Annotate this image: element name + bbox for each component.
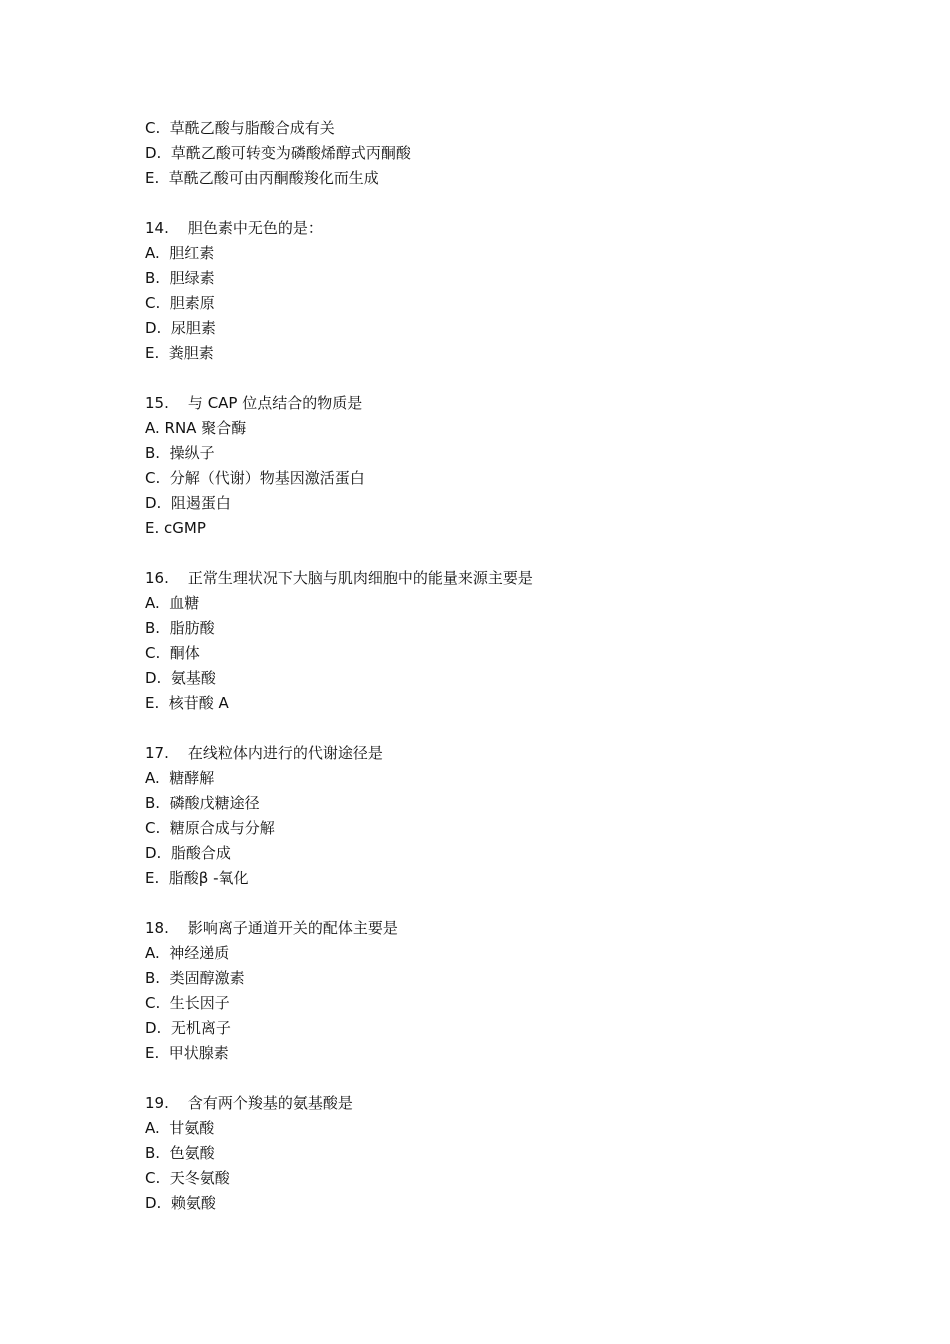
option-b: B. 类固醇激素 [145,969,245,987]
option-c: C. 生长因子 [145,994,230,1012]
option-b: B. 脂肪酸 [145,619,215,637]
option-e: E. 草酰乙酸可由丙酮酸羧化而生成 [145,169,379,187]
question-stem: 16. 正常生理状况下大脑与肌肉细胞中的能量来源主要是 [145,569,533,587]
option-a: A. 糖酵解 [145,769,215,787]
spacer [145,191,845,216]
option-a: A. 胆红素 [145,244,215,262]
option-c: C. 分解（代谢）物基因激活蛋白 [145,469,365,487]
option-d: D. 无机离子 [145,1019,231,1037]
option-a: A. 血糖 [145,594,200,612]
spacer [145,541,845,566]
spacer [145,891,845,916]
option-c: C. 天冬氨酸 [145,1169,230,1187]
option-b: B. 胆绿素 [145,269,215,287]
option-d: D. 赖氨酸 [145,1194,216,1212]
option-a: A. RNA 聚合酶 [145,419,247,437]
option-e: E. 脂酸β -氧化 [145,869,249,887]
spacer [145,1066,845,1091]
document-content [145,116,845,1216]
option-d: D. 脂酸合成 [145,844,231,862]
option-e: E. 甲状腺素 [145,1044,229,1062]
option-c: C. 酮体 [145,644,200,662]
option-d: D. 阻遏蛋白 [145,494,231,512]
option-c: C. 糖原合成与分解 [145,819,275,837]
option-e: E. 核苷酸 A [145,694,229,712]
question-18 [145,916,845,1066]
option-d: D. 氨基酸 [145,669,216,687]
option-a: A. 神经递质 [145,944,230,962]
question-14 [145,216,845,366]
question-17 [145,741,845,891]
question-stem: 19. 含有两个羧基的氨基酸是 [145,1094,353,1112]
option-b: B. 操纵子 [145,444,215,462]
spacer [145,366,845,391]
question-stem: 18. 影响离子通道开关的配体主要是 [145,919,398,937]
question-15 [145,391,845,541]
question-stem: 17. 在线粒体内进行的代谢途径是 [145,744,383,762]
option-e: E. cGMP [145,519,206,537]
option-c: C. 胆素原 [145,294,215,312]
question-16 [145,566,845,716]
option-b: B. 磷酸戊糖途径 [145,794,260,812]
spacer [145,716,845,741]
question-13-continuation [145,116,845,191]
option-e: E. 粪胆素 [145,344,214,362]
question-stem: 15. 与 CAP 位点结合的物质是 [145,394,363,412]
option-a: A. 甘氨酸 [145,1119,215,1137]
option-c: C. 草酰乙酸与脂酸合成有关 [145,119,335,137]
option-d: D. 尿胆素 [145,319,216,337]
question-stem: 14. 胆色素中无色的是： [145,219,323,237]
option-b: B. 色氨酸 [145,1144,215,1162]
question-19 [145,1091,845,1216]
option-d: D. 草酰乙酸可转变为磷酸烯醇式丙酮酸 [145,144,411,162]
